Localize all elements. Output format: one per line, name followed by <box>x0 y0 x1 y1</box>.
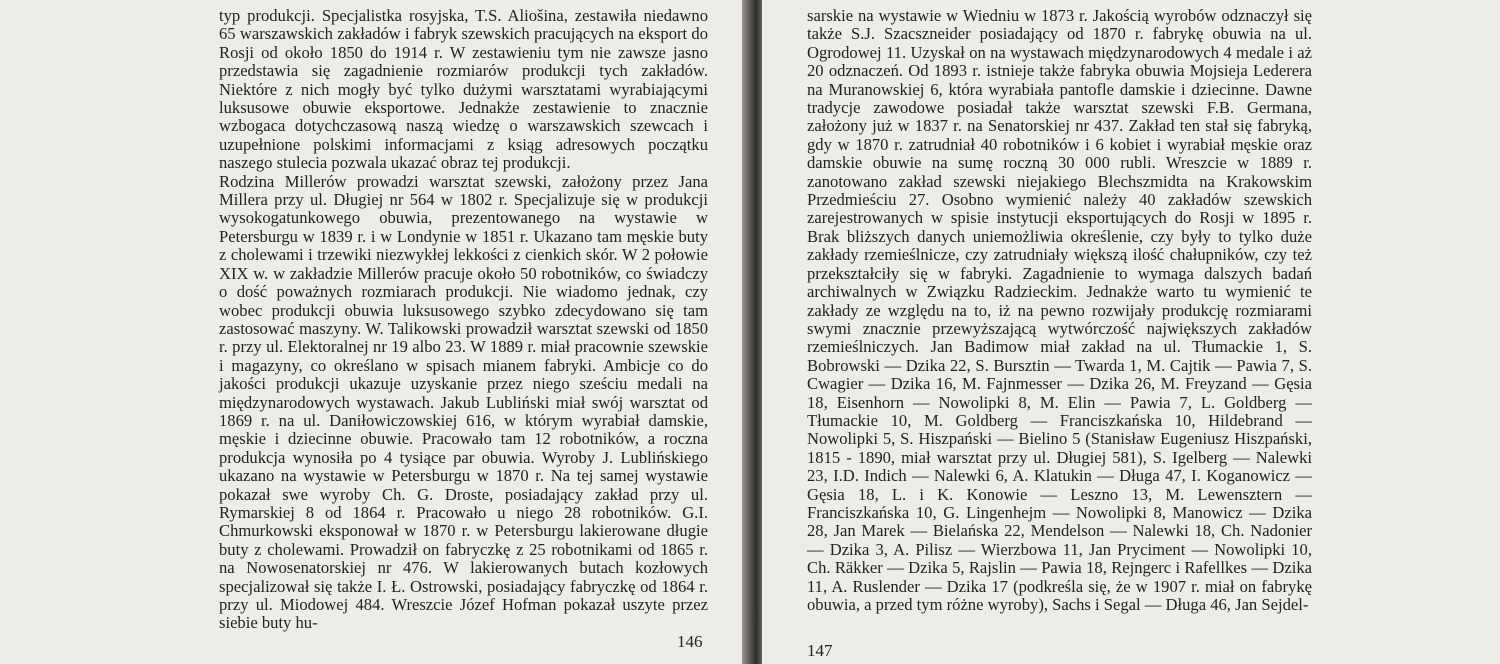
right-page-number: 147 <box>807 641 833 660</box>
left-paragraph-2: Rodzina Millerów prowadzi warsztat szewski, założony przez Jana Millera przy ul. Długiej nr 564 w 1802 r. Specjalizuje się w produkcji wysokogatunkowego obuwia, prezentowanego na wystawie w Petersburgu w 1839 r. i w Londynie w 1851 r. Ukazano tam męskie buty z cholewami i trzewiki niezwykłej lekkości z cienkich skór. W 2 połowie XIX w. w zakładzie Millerów pracuje około 50 robotników, co świadczy o dość poważnych rozmiarach produkcji. Nie wiadomo jednak, czy wobec produkcji obuwia luksusowego szybko zdecydowano się tam zastosować maszyny. W. Talikowski prowadził warsztat szewski od 1850 r. przy ul. Elektoralnej nr 19 albo 23. W 1889 r. miał pracownie szewskie i magazyny, co określano w spisach mianem fabryki. Ambicje co do jakości produkcji ukazuje uzyskanie przez niego sześciu medali na międzynarodowych wystawach. Jakub Lubliński miał swój warsztat od 1869 r. na ul. Daniłowiczowskiej 616, w którym wyrabiał damskie, męskie i dziecinne obuwie. Pracowało tam 12 robotników, a roczna produkcja wynosiła po 4 tysiące par obuwia. Wyroby J. Lublińskiego ukazano na wystawie w Petersburgu w 1870 r. Na tej samej wystawie pokazał swe wyroby Ch. G. Droste, posiadający zakład przy ul. Rymarskiej 8 od 1864 r. Pracowało u niego 28 robotników. G.I. Chmurkowski eksponował w 1870 r. w Petersburgu lakierowane długie buty z cholewami. Prowadził on fabryczkę z 25 robotnikami od 1865 r. na Nowosenatorskiej nr 476. W lakierowanych butach kozłowych specjalizował się także I. Ł. Ostrowski, posiadający fabryczkę od 1864 r. przy ul. Miodowej 484. Wreszcie Józef Hofman pokazał uszyte przez siebie buty hu- <box>219 171 708 633</box>
left-paragraph-1: typ produkcji. Specjalistka rosyjska, T.S. Aliošina, zestawiła niedawno 65 warszawskich zakładów i fabryk szewskich pracujących na eksport do Rosji od około 1850 do 1914 r. W zestawieniu tym nie zawsze jasno przedstawia się zagadnienie rozmiarów produkcji tych zakładów. Niektóre z nich mogły być tylko dużymi warsztatami wyrabiającymi luksusowe obuwie eksportowe. Jednakże zestawienie to znacznie wzbogaca dotychczasową naszą wiedzę o warszawskich szewcach i uzupełnione polskimi informacjami z ksiąg adresowych początku naszego stulecia pozwala ukazać obraz tej produkcji. <box>219 6 708 173</box>
right-paragraph-1: sarskie na wystawie w Wiedniu w 1873 r. Jakością wyrobów odznaczył się także S.J. Szacszneider posiadający od 1870 r. fabrykę obuwia na ul. Ogrodowej 11. Uzyskał on na wystawach międzynarodowych 4 medale i aż 20 odznaczeń. Od 1893 r. istnieje także fabryka obuwia Mojsieja Lederera na Muranowskiej 6, która wyrabiała pantofle damskie i dziecinne. Dawne tradycje zawodowe posiadał także warsztat szewski F.B. Germana, założony już w 1837 r. na Senatorskiej nr 437. Zakład ten stał się fabryką, gdy w 1870 r. zatrudniał 40 robotników i 6 kobiet i wyrabiał męskie oraz damskie obuwie na sumę roczną 30 000 rubli. Wreszcie w 1889 r. zanotowano zakład szewski niejakiego Blechszmidta na Krakowskim Przedmieściu 27. Osobno wymienić należy 40 zakładów szewskich zarejestrowanych w spisie instytucji eksportujących do Rosji w 1895 r. Brak bliższych danych uniemożliwia określenie, czy były to tylko duże zakłady rzemieślnicze, czy zatrudniały większą ilość chałupników, czy też przekształciły się w fabryki. Zagadnienie to wymaga dalszych badań archiwalnych w Związku Radzieckim. Jednakże warto tu wymienić te zakłady ze względu na to, iż na pewno rozwijały produkcję rozmiarami swymi znacznie przewyższającą wytwórczość największych zakładów rzemieślniczych. Jan Badimow miał zakład na ul. Tłumackie 1, S. Bobrowski — Dzika 22, S. Bursztin — Twarda 1, M. Cajtik — Pawia 7, S. Cwagier — Dzika 16, M. Fajnmesser — Dzika 26, M. Freyzand — Gęsia 18, Eisenhorn — Nowolipki 8, M. Elin — Pawia 7, L. Goldberg — Tłumackie 10, M. Goldberg — Franciszkańska 10, Hildebrand — Nowolipki 5, S. Hiszpański — Bielino 5 (Stanisław Eugeniusz Hiszpański, 1815 - 1890, miał warsztat przy ul. Długiej 581), S. Igelberg — Nalewki 23, I.D. Indich — Nalewki 6, A. Klatukin — Długa 47, I. Koganowicz — Gęsia 18, L. i K. Konowie — Leszno 13, M. Lewensztern — Franciszkańska 10, G. Lingenhejm — Nowolipki 8, Manowicz — Dzika 28, Jan Marek — Bielańska 22, Mendelson — Nalewki 18, Ch. Nadonier — Dzika 3, A. Pilisz — Wierzbowa 11, Jan Pryciment — Nowolipki 10, Ch. Räkker — Dzika 5, Rajslin — Pawia 18, Rejngerc i Rafellkes — Dzika 11, A. Ruslender — Dzika 17 (podkreśla się, że w 1907 r. miał on fabrykę obuwia, a przed tym różne wyroby), Sachs i Segal — Długa 46, Jan Sejdel- <box>807 6 1312 614</box>
left-page-text <box>219 7 708 633</box>
right-page <box>750 0 1500 664</box>
signature-mark: 13* <box>750 611 760 625</box>
left-page-number: 146 <box>677 632 703 651</box>
right-page-text <box>807 7 1312 614</box>
